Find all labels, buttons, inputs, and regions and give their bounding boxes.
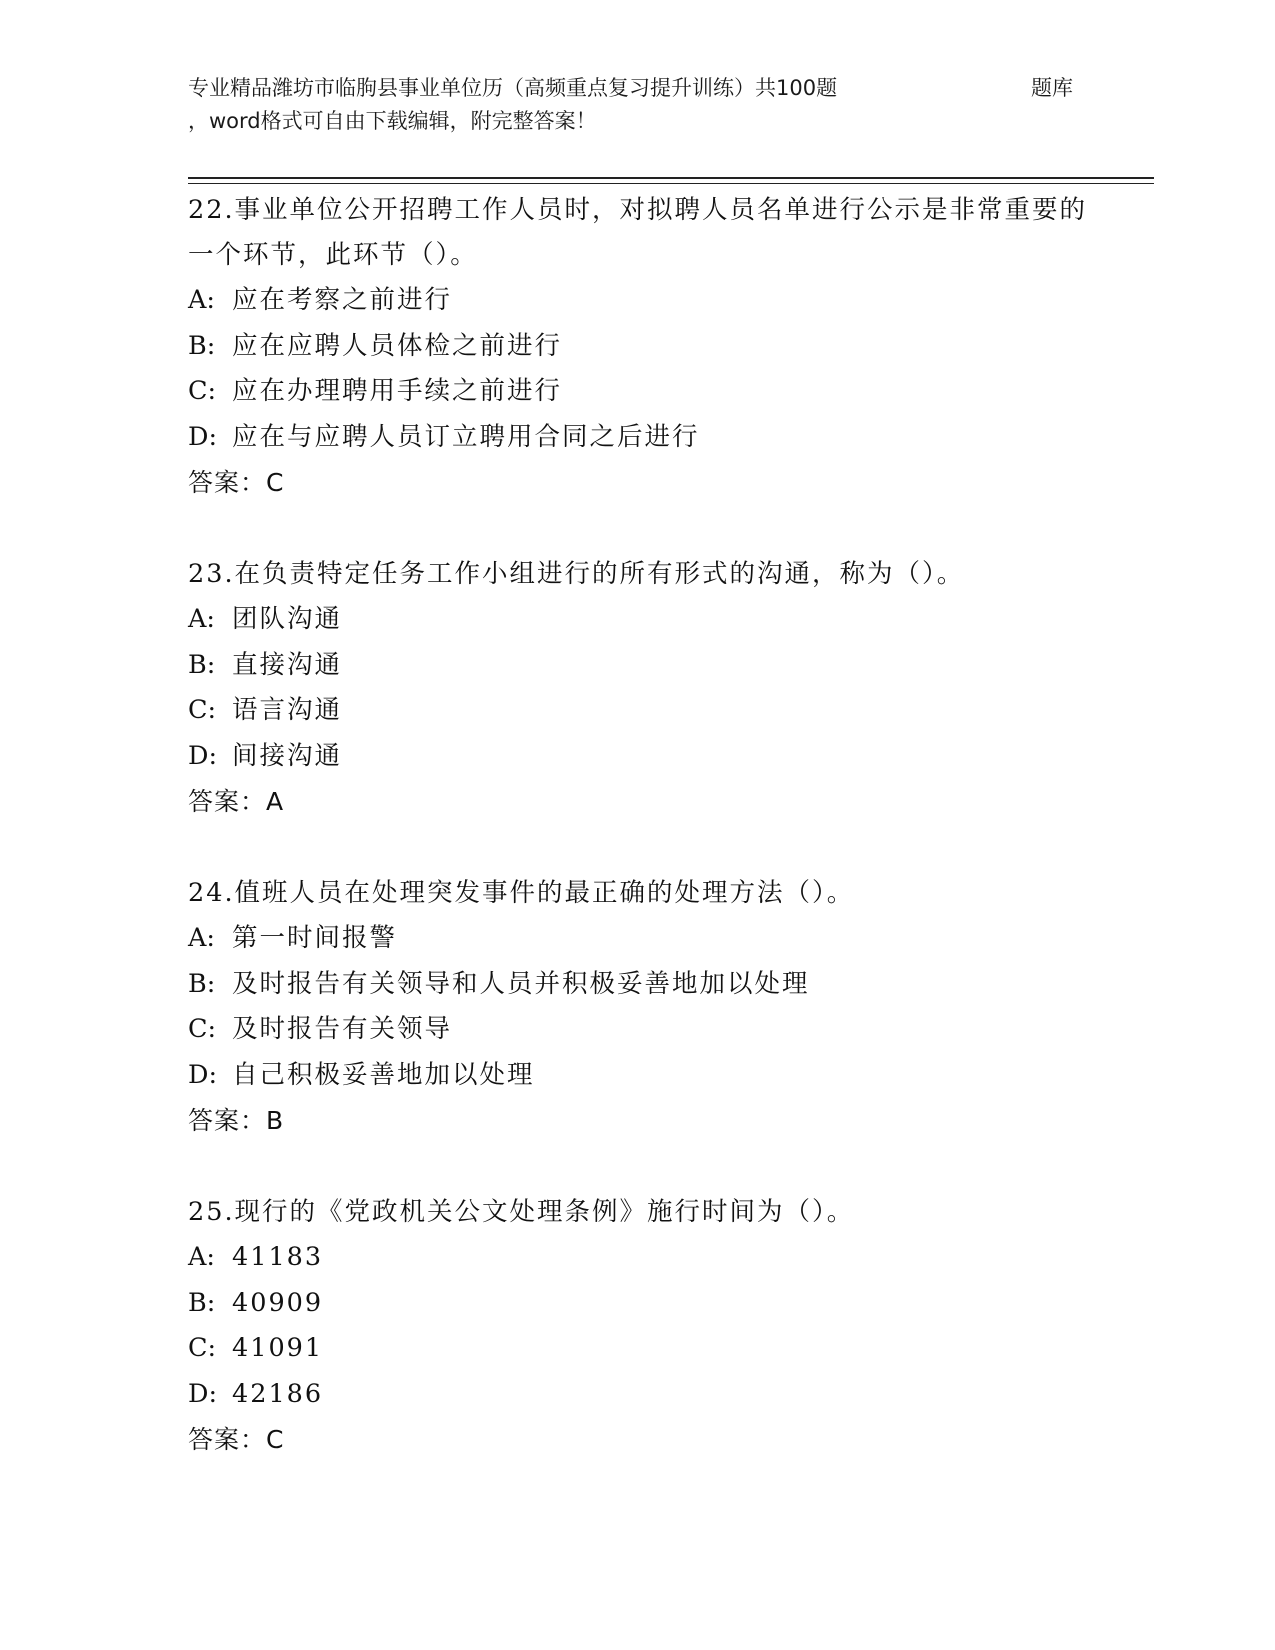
option-b [188, 643, 1088, 689]
option-text: 间接沟通 [232, 740, 343, 771]
answer: 答案：A [188, 787, 285, 816]
option-c [188, 688, 1088, 734]
option-c [188, 1007, 1088, 1053]
option-label: A: [188, 923, 216, 953]
answer: 答案：C [188, 1425, 285, 1454]
answer: 答案：C [188, 468, 285, 497]
header-rule-thick [188, 177, 1154, 179]
option-text: 应在考察之前进行 [232, 285, 453, 315]
option-text: 41183 [232, 1242, 324, 1272]
header-rule-thin [188, 183, 1154, 184]
question-stem: 22.事业单位公开招聘工作人员时，对拟聘人员名单进行公示是非常重要的一个环节，此环节（）。 [188, 195, 1088, 270]
question-stem: 24.值班人员在处理突发事件的最正确的处理方法（）。 [188, 878, 855, 908]
option-text: 应在应聘人员体检之前进行 [232, 330, 563, 361]
option-label: A: [188, 1242, 216, 1272]
option-label: C: [188, 695, 217, 725]
option-d [188, 1372, 1088, 1418]
option-text: 自己积极妥善地加以处理 [232, 1059, 535, 1090]
option-a [188, 916, 1088, 962]
option-d [188, 734, 1088, 780]
option-text: 及时报告有关领导和人员并积极妥善地加以处理 [232, 968, 810, 999]
option-label: D: [188, 421, 218, 452]
option-label: A: [188, 604, 216, 634]
option-label: C: [188, 1333, 217, 1363]
option-text: 41091 [232, 1333, 324, 1363]
option-label: B: [188, 968, 216, 999]
answer: 答案：B [188, 1106, 285, 1135]
option-label: D: [188, 740, 218, 771]
option-label: D: [188, 1059, 218, 1090]
option-b [188, 1281, 1088, 1327]
option-label: D: [188, 1378, 218, 1409]
page-header [188, 72, 1088, 138]
option-d [188, 1053, 1088, 1099]
document-title: 专业精品潍坊市临朐县事业单位历（高频重点复习提升训练）共100题 [188, 76, 838, 100]
question-stem: 23.在负责特定任务工作小组进行的所有形式的沟通，称为（）。 [188, 559, 965, 589]
option-text: 语言沟通 [232, 695, 343, 725]
option-label: B: [188, 1287, 216, 1318]
option-a [188, 1235, 1088, 1281]
option-text: 应在办理聘用手续之前进行 [232, 376, 563, 406]
question-25 [188, 1190, 1088, 1462]
option-text: 第一时间报警 [232, 923, 398, 953]
option-text: 直接沟通 [232, 649, 343, 680]
option-label: A: [188, 285, 216, 315]
question-24 [188, 871, 1088, 1143]
question-bank-label: 题库 [1031, 76, 1073, 100]
option-a [188, 278, 1088, 324]
option-text: 及时报告有关领导 [232, 1014, 453, 1044]
question-22 [188, 188, 1088, 505]
option-label: B: [188, 649, 216, 680]
option-c [188, 1326, 1088, 1372]
option-a [188, 597, 1088, 643]
option-label: B: [188, 330, 216, 361]
option-text: 团队沟通 [232, 604, 343, 634]
option-label: C: [188, 376, 217, 406]
option-text: 应在与应聘人员订立聘用合同之后进行 [232, 421, 700, 452]
option-c [188, 369, 1088, 415]
option-text: 40909 [232, 1287, 324, 1318]
option-text: 42186 [232, 1378, 324, 1409]
question-list [188, 188, 1088, 1509]
header-line-1 [188, 72, 1088, 105]
question-23 [188, 552, 1088, 824]
option-b [188, 962, 1088, 1008]
option-d [188, 415, 1088, 461]
option-b [188, 324, 1088, 370]
option-label: C: [188, 1014, 217, 1044]
question-stem: 25.现行的《党政机关公文处理条例》施行时间为（）。 [188, 1197, 855, 1227]
header-line-2: ，word格式可自由下载编辑，附完整答案！ [188, 109, 597, 133]
